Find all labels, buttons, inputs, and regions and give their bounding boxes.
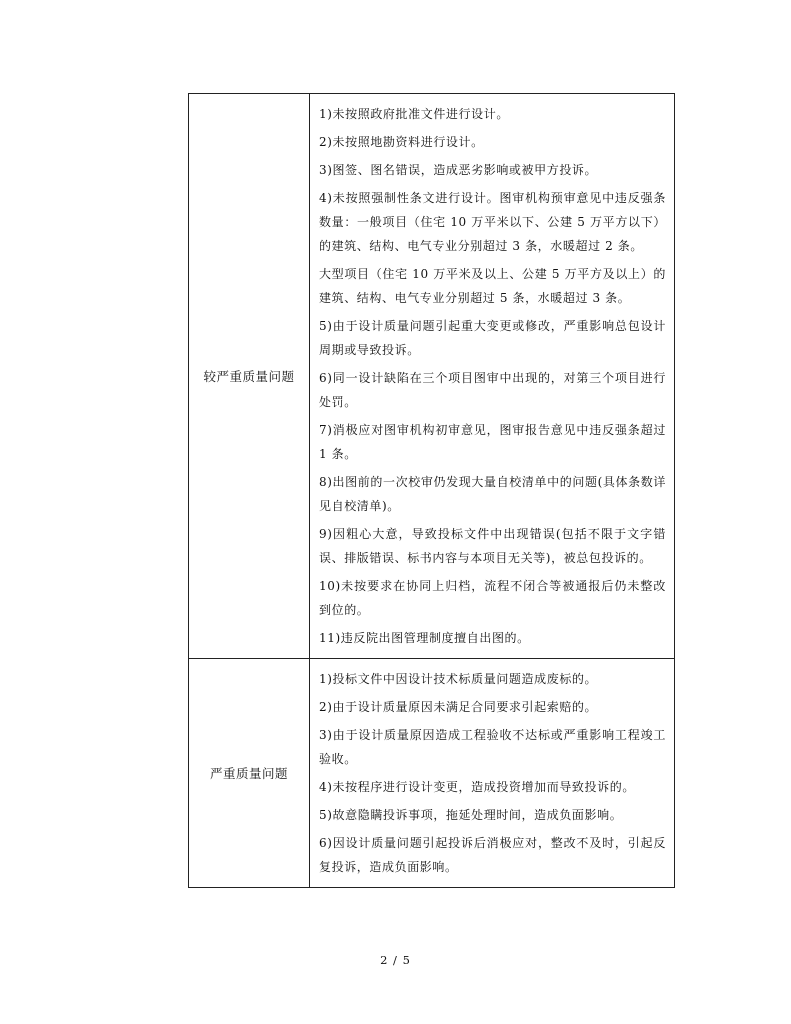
list-item: 2)由于设计质量原因未满足合同要求引起索赔的。 bbox=[319, 700, 598, 714]
list-item: 3)由于设计质量原因造成工程验收不达标或严重影响工程竣工验收。 bbox=[319, 728, 666, 766]
list-item: 大型项目（住宅 10 万平米及以上、公建 5 万平方及以上）的建筑、结构、电气专业分别超过 5 条，水暖超过 3 条。 bbox=[319, 267, 666, 305]
category-label: 较严重质量问题 bbox=[189, 94, 310, 659]
list-item: 1)投标文件中因设计技术标质量问题造成废标的。 bbox=[319, 672, 598, 686]
list-item: 4)未按程序进行设计变更，造成投资增加而导致投诉的。 bbox=[319, 780, 635, 794]
table-row bbox=[189, 659, 675, 888]
list-item: 7)消极应对图审机构初审意见，图审报告意见中违反强条超过 1 条。 bbox=[319, 423, 666, 461]
list-item: 2)未按照地勘资料进行设计。 bbox=[319, 135, 484, 149]
list-item: 1)未按照政府批准文件进行设计。 bbox=[319, 107, 509, 121]
list-item: 3)图签、图名错误，造成恶劣影响或被甲方投诉。 bbox=[319, 163, 598, 177]
list-item: 10)未按要求在协同上归档，流程不闭合等被通报后仍未整改到位的。 bbox=[319, 579, 666, 617]
table-row bbox=[189, 94, 675, 659]
list-item: 5)故意隐瞒投诉事项，拖延处理时间，造成负面影响。 bbox=[319, 808, 623, 822]
page-number: 2 / 5 bbox=[380, 953, 411, 967]
list-item: 9)因粗心大意，导致投标文件中出现错误(包括不限于文字错误、排版错误、标书内容与本项目无关等)，被总包投诉的。 bbox=[319, 527, 666, 565]
quality-issues-table bbox=[188, 93, 675, 888]
list-item: 6)同一设计缺陷在三个项目图审中出现的，对第三个项目进行处罚。 bbox=[319, 371, 666, 409]
issue-list bbox=[310, 94, 675, 659]
issue-list bbox=[310, 659, 675, 888]
category-label: 严重质量问题 bbox=[189, 659, 310, 888]
list-item: 6)因设计质量问题引起投诉后消极应对，整改不及时，引起反复投诉，造成负面影响。 bbox=[319, 836, 666, 874]
list-item: 8)出图前的一次校审仍发现大量自校清单中的问题(具体条数详见自校清单)。 bbox=[319, 475, 666, 513]
list-item: 4)未按照强制性条文进行设计。图审机构预审意见中违反强条数量：一般项目（住宅 10 万平米以下、公建 5 万平方以下）的建筑、结构、电气专业分别超过 3 条，水暖超过 2 条。 bbox=[319, 191, 666, 253]
list-item: 11)违反院出图管理制度擅自出图的。 bbox=[319, 631, 530, 645]
list-item: 5)由于设计质量问题引起重大变更或修改，严重影响总包设计周期或导致投诉。 bbox=[319, 319, 666, 357]
